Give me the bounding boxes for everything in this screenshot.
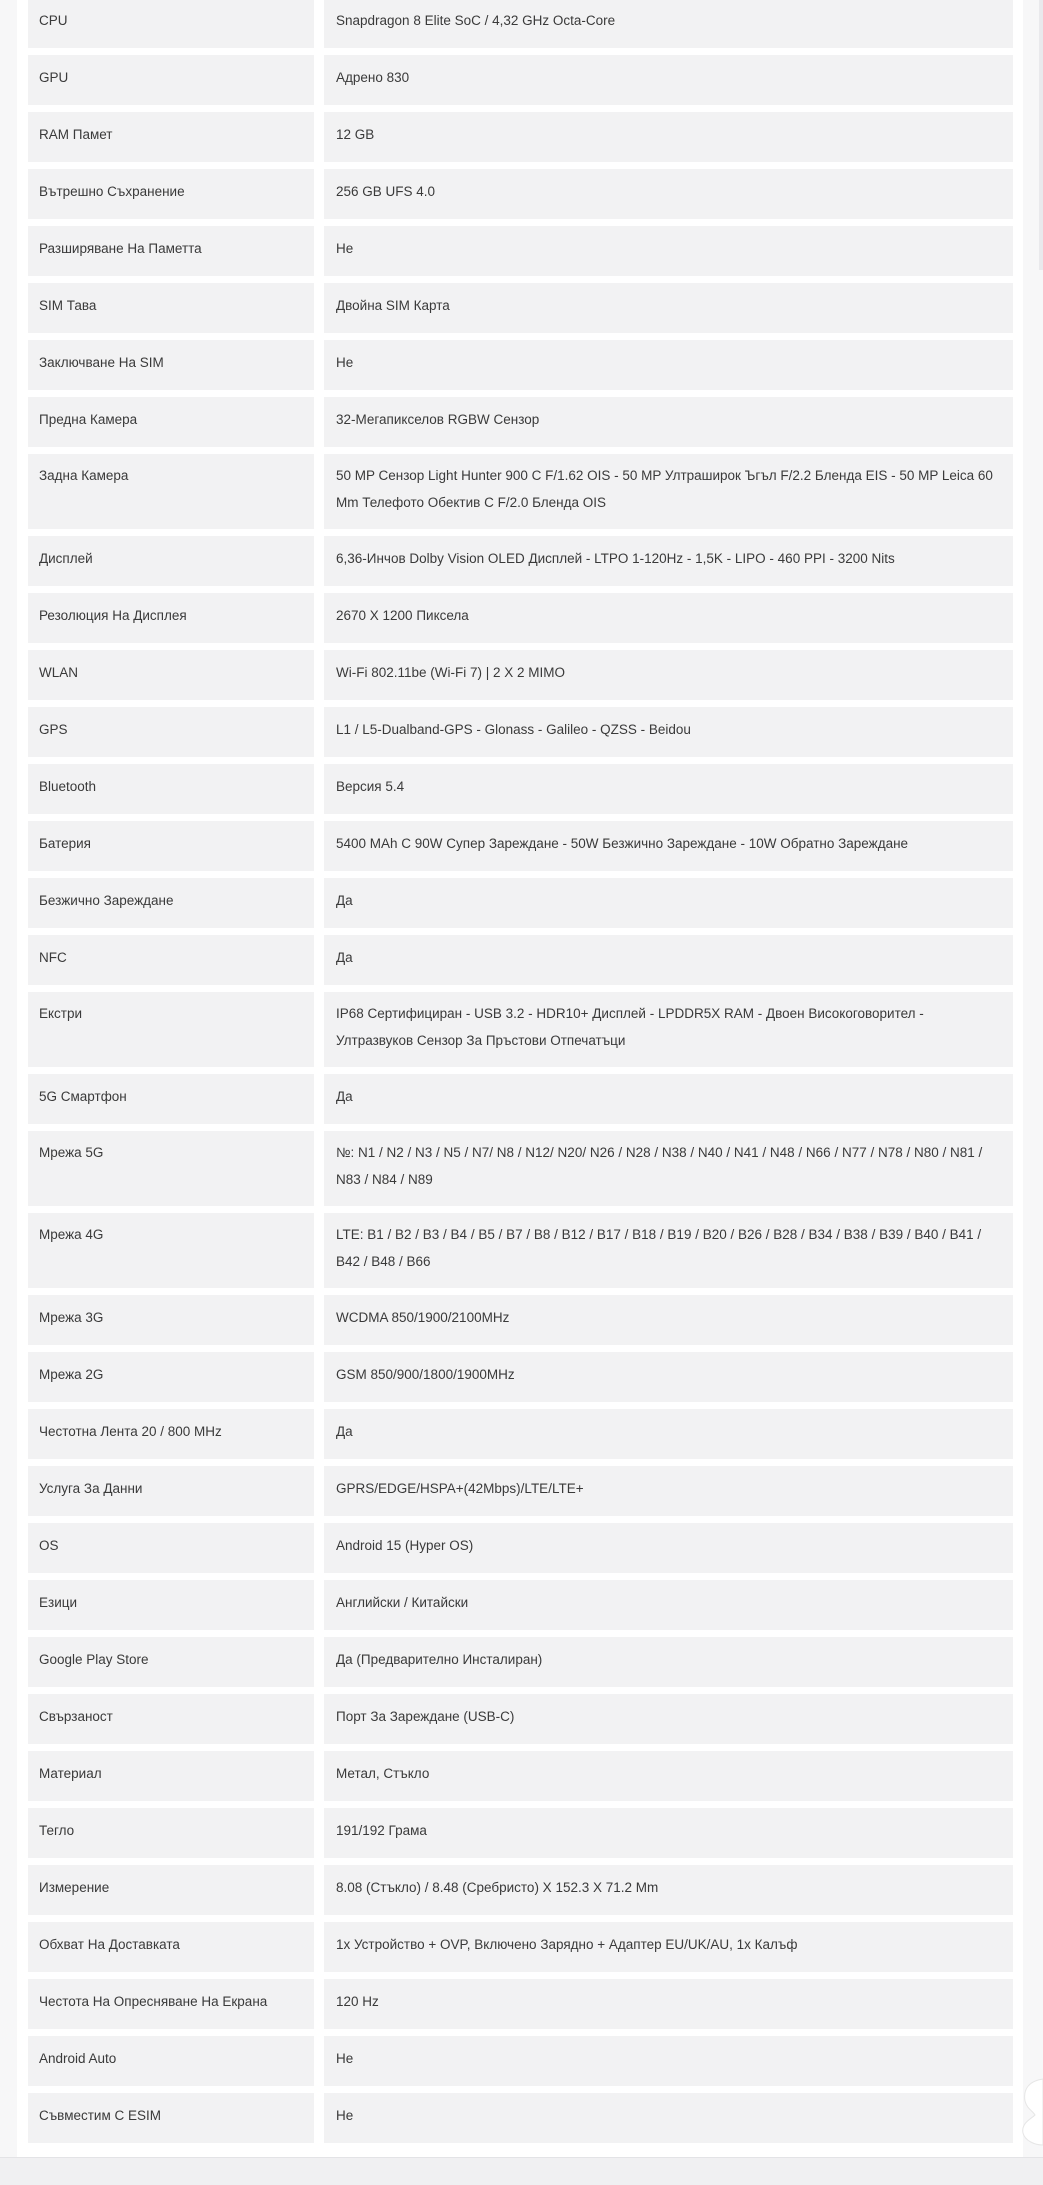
- spec-row: [28, 1131, 1013, 1206]
- spec-value: Не: [324, 2093, 1013, 2143]
- spec-value: Двойна SIM Карта: [324, 283, 1013, 333]
- spec-label: OS: [28, 1523, 314, 1573]
- spec-value: 2670 X 1200 Пиксела: [324, 593, 1013, 643]
- chat-bubble-icon[interactable]: [1011, 2075, 1043, 2147]
- spec-value: 6,36-Инчов Dolby Vision OLED Дисплей - LTPO 1-120Hz - 1,5K - LIPO - 460 PPI - 3200 Nits: [324, 536, 1013, 586]
- spec-value: GSM 850/900/1800/1900MHz: [324, 1352, 1013, 1402]
- spec-row: [28, 1808, 1013, 1858]
- scrollbar-edge[interactable]: [1039, 0, 1043, 270]
- spec-value: Snapdragon 8 Elite SoC / 4,32 GHz Octa-Core: [324, 0, 1013, 48]
- spec-row: [28, 878, 1013, 928]
- spec-value: 191/192 Грама: [324, 1808, 1013, 1858]
- spec-label: Тегло: [28, 1808, 314, 1858]
- spec-label: Задна Камера: [28, 454, 314, 529]
- spec-value: Да (Предварително Инсталиран): [324, 1637, 1013, 1687]
- spec-label: Услуга За Данни: [28, 1466, 314, 1516]
- spec-row: [28, 593, 1013, 643]
- spec-label: Честотна Лента 20 / 800 MHz: [28, 1409, 314, 1459]
- spec-row: [28, 226, 1013, 276]
- spec-row: [28, 1979, 1013, 2029]
- spec-value: Не: [324, 226, 1013, 276]
- spec-row: [28, 1295, 1013, 1345]
- spec-value: WCDMA 850/1900/2100MHz: [324, 1295, 1013, 1345]
- spec-value: 8.08 (Стъкло) / 8.48 (Сребристо) X 152.3 X 71.2 Mm: [324, 1865, 1013, 1915]
- spec-value: №: N1 / N2 / N3 / N5 / N7/ N8 / N12/ N20/ N26 / N28 / N38 / N40 / N41 / N48 / N66 / N77 / N78 / N80 / N81 / N83 / N84 / N89: [324, 1131, 1013, 1206]
- spec-row: [28, 1466, 1013, 1516]
- spec-row: [28, 169, 1013, 219]
- spec-value: 1x Устройство + OVP, Включено Зарядно + Адаптер EU/UK/AU, 1x Калъф: [324, 1922, 1013, 1972]
- spec-label: Мрежа 5G: [28, 1131, 314, 1206]
- spec-value: Метал, Стъкло: [324, 1751, 1013, 1801]
- spec-row: [28, 2093, 1013, 2143]
- spec-row: [28, 340, 1013, 390]
- spec-value: Версия 5.4: [324, 764, 1013, 814]
- spec-label: SIM Тава: [28, 283, 314, 333]
- spec-row: [28, 1580, 1013, 1630]
- spec-value: Не: [324, 340, 1013, 390]
- spec-value: IP68 Сертифициран - USB 3.2 - HDR10+ Дисплей - LPDDR5X RAM - Двоен Високоговорител - Ултразвуков Сензор За Пръстови Отпечатъци: [324, 992, 1013, 1067]
- spec-value: 50 MP Сензор Light Hunter 900 С F/1.62 OIS - 50 MP Ултраширок Ъгъл F/2.2 Бленда EIS - 50 MP Leica 60 Mm Телефото Обектив С F/2.0 Бленда OIS: [324, 454, 1013, 529]
- spec-row: [28, 821, 1013, 871]
- bottom-bar: [0, 2157, 1043, 2185]
- spec-row: [28, 55, 1013, 105]
- spec-row: [28, 397, 1013, 447]
- spec-value: LTE: B1 / B2 / B3 / B4 / B5 / B7 / B8 / B12 / B17 / B18 / B19 / B20 / B26 / B28 / B34 / B38 / B39 / B40 / B41 / B42 / B48 / B66: [324, 1213, 1013, 1288]
- spec-value: 32-Мегапикселов RGBW Сензор: [324, 397, 1013, 447]
- spec-label: NFC: [28, 935, 314, 985]
- spec-label: Материал: [28, 1751, 314, 1801]
- spec-label: Обхват На Доставката: [28, 1922, 314, 1972]
- spec-value: 12 GB: [324, 112, 1013, 162]
- spec-row: [28, 1523, 1013, 1573]
- specifications-table: [28, 0, 1013, 2150]
- spec-value: Порт За Зареждане (USB-C): [324, 1694, 1013, 1744]
- spec-value: Да: [324, 878, 1013, 928]
- spec-label: Батерия: [28, 821, 314, 871]
- spec-value: Адрено 830: [324, 55, 1013, 105]
- spec-label: Дисплей: [28, 536, 314, 586]
- spec-label: GPS: [28, 707, 314, 757]
- spec-label: GPU: [28, 55, 314, 105]
- spec-row: [28, 1637, 1013, 1687]
- spec-value: Да: [324, 1074, 1013, 1124]
- spec-label: Предна Камера: [28, 397, 314, 447]
- spec-value: Wi-Fi 802.11be (Wi-Fi 7) | 2 X 2 MIMO: [324, 650, 1013, 700]
- spec-row: [28, 1409, 1013, 1459]
- spec-label: 5G Смартфон: [28, 1074, 314, 1124]
- spec-row: [28, 992, 1013, 1067]
- spec-label: Мрежа 4G: [28, 1213, 314, 1288]
- spec-label: Вътрешно Съхранение: [28, 169, 314, 219]
- spec-value: Да: [324, 935, 1013, 985]
- spec-label: Разширяване На Паметта: [28, 226, 314, 276]
- spec-label: WLAN: [28, 650, 314, 700]
- spec-row: [28, 0, 1013, 48]
- spec-label: Честота На Опресняване На Екрана: [28, 1979, 314, 2029]
- spec-value: 5400 MAh С 90W Супер Зареждане - 50W Безжично Зареждане - 10W Обратно Зареждане: [324, 821, 1013, 871]
- spec-row: [28, 1213, 1013, 1288]
- spec-row: [28, 1922, 1013, 1972]
- spec-label: RAM Памет: [28, 112, 314, 162]
- spec-value: Android 15 (Hyper OS): [324, 1523, 1013, 1573]
- spec-value: 120 Hz: [324, 1979, 1013, 2029]
- spec-row: [28, 1865, 1013, 1915]
- spec-row: [28, 1694, 1013, 1744]
- spec-row: [28, 707, 1013, 757]
- spec-row: [28, 1352, 1013, 1402]
- spec-row: [28, 112, 1013, 162]
- spec-label: Свързаност: [28, 1694, 314, 1744]
- spec-row: [28, 283, 1013, 333]
- spec-row: [28, 536, 1013, 586]
- spec-value: 256 GB UFS 4.0: [324, 169, 1013, 219]
- spec-label: Мрежа 2G: [28, 1352, 314, 1402]
- spec-label: Измерение: [28, 1865, 314, 1915]
- spec-label: Android Auto: [28, 2036, 314, 2086]
- spec-label: Резолюция На Дисплея: [28, 593, 314, 643]
- spec-row: [28, 1074, 1013, 1124]
- spec-label: Съвместим С ESIM: [28, 2093, 314, 2143]
- spec-label: Мрежа 3G: [28, 1295, 314, 1345]
- spec-value: Да: [324, 1409, 1013, 1459]
- spec-label: Екстри: [28, 992, 314, 1067]
- spec-value: Английски / Китайски: [324, 1580, 1013, 1630]
- spec-label: Езици: [28, 1580, 314, 1630]
- spec-label: Безжично Зареждане: [28, 878, 314, 928]
- spec-row: [28, 935, 1013, 985]
- spec-value: Не: [324, 2036, 1013, 2086]
- spec-row: [28, 1751, 1013, 1801]
- spec-label: CPU: [28, 0, 314, 48]
- spec-row: [28, 650, 1013, 700]
- spec-row: [28, 2036, 1013, 2086]
- spec-row: [28, 764, 1013, 814]
- spec-row: [28, 454, 1013, 529]
- spec-label: Заключване На SIM: [28, 340, 314, 390]
- spec-value: GPRS/EDGE/HSPA+(42Mbps)/LTE/LTE+: [324, 1466, 1013, 1516]
- spec-label: Google Play Store: [28, 1637, 314, 1687]
- spec-value: L1 / L5-Dualband-GPS - Glonass - Galileo - QZSS - Beidou: [324, 707, 1013, 757]
- spec-label: Bluetooth: [28, 764, 314, 814]
